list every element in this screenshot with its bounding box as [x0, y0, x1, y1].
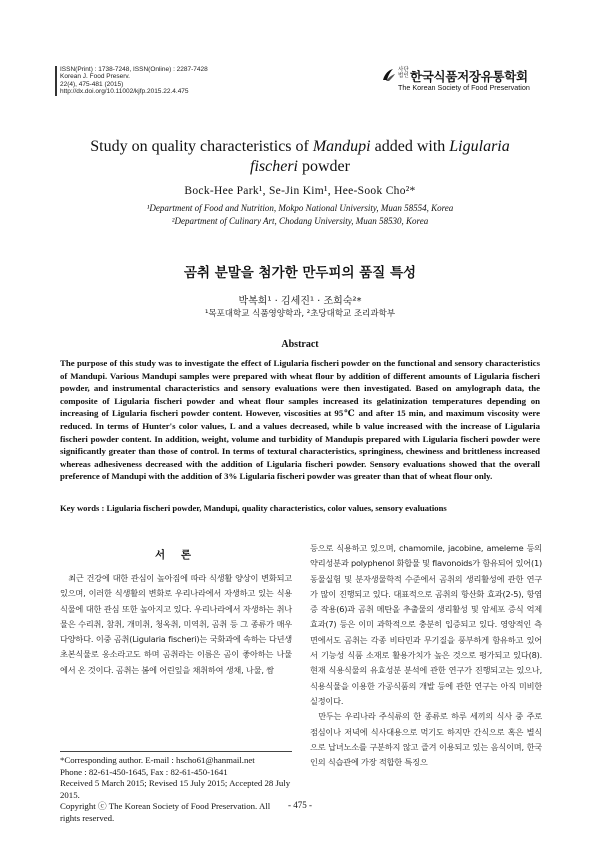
copyright: Copyright ⓒ The Korean Society of Food Preservation. All rights reserved.	[60, 801, 271, 823]
body-column-right	[310, 541, 542, 770]
affiliation-2: ²Department of Culinary Art, Chodang University, Muan 58530, Korea	[171, 215, 429, 226]
abstract-heading: Abstract	[281, 339, 319, 350]
abstract-text: The purpose of this study was to investigate the effect of Ligularia fischeri powder on the functional and sensory characteristics of Mandupi. Various Mandupi samples were prepared with wheat flour by addition of different amounts of Ligularia fischeri powder, and instrumental characteristics and sensory evaluations were then investigated. Based on amylograph data, the composite of Ligularia fischeri powder and wheat flour samples increased its gelatinization temperatures depending on increasing of Ligularia fischeri powder content. However, viscosities at 95℃ and after 15 min, and maximum viscosity were reduced. In terms of Hunter's color values, L and a values decreased, while b value increased with the increase of Ligularia fischeri powder content. In addition, weight, volume and turbidity of Mandupis prepared with Ligularia fischeri powder were significantly greater than those of control. In terms of textural characteristics, springiness, chewiness and brittleness increased whereas adhesiveness decreased with the addition of Ligularia fischeri powder. Sensory evaluations showed that the overall preference of Mandupi with the addition of 3% Ligularia fischeri powder was greater than that of wheat flour only.	[60, 358, 540, 482]
title-italic-mandupi: Mandupi	[312, 138, 371, 155]
header-bar	[55, 66, 57, 96]
title-part: powder	[298, 158, 350, 175]
affiliations-ko: ¹목포대학교 식품영양학과, ²초당대학교 조리과학부	[204, 309, 396, 319]
society-prefix: 사단 법인	[398, 67, 409, 79]
title-italic-fischeri: fischeri	[250, 158, 298, 175]
title-part: added with	[370, 138, 450, 155]
authors-ko: 박복희¹ · 김세진¹ · 조희숙²*	[238, 296, 362, 307]
paper-title-ko: 곰취 분말을 첨가한 만두피의 품질 특성	[183, 265, 417, 281]
keywords: Key words : Ligularia fischeri powder, Mandupi, quality characteristics, color values, sensory evaluations	[60, 503, 447, 513]
title-part: Study on quality characteristics of	[90, 138, 313, 155]
received-dates: Received 5 March 2015; Revised 15 July 2015; Accepted 28 July 2015.	[60, 778, 291, 800]
society-name-ko: 한국식품저장유통학회	[410, 69, 528, 84]
society-logo-icon	[380, 67, 396, 83]
body-column-left	[60, 547, 292, 678]
society-name-en: The Korean Society of Food Preservation	[398, 83, 530, 92]
title-italic-ligularia: Ligularia	[449, 138, 510, 155]
corresponding-author: *Corresponding author. E-mail : hscho61@hanmail.net	[60, 755, 255, 765]
footnote	[60, 751, 292, 825]
intro-paragraph-1-cont: 등으로 식용하고 있으며, chamomile, jacobine, ameleme 등의 약리성분과 polyphenol 화합물 및 flavonoids가 함유되어 있어(1) 동물실험 및 분자생물학적 수준에서 곰취의 생리활성에 관한 연구가 많이 진행되고 있다. 대표적으로 곰취의 항산화 효과(2-5), 항염증 작용(6)과 곰취 메탄올 추출물의 생리활성 및 암세포 증식 억제 효과(7) 등은 이미 과학적으로 충분히 입증되고 있다. 영양적인 측면에서도 곰취는 각종 비타민과 무기질을 풍부하게 함유하고 있어서 기능성 식품 소재로 활용가치가 높은 것으로 평가되고 있다(8). 현재 식용식물의 유효성분 분석에 관한 연구가 진행되고는 있으나, 식용식물을 이용한 가공식품의 개발 등에 관한 연구는 아직 미비한 실정이다.	[310, 543, 542, 706]
society-header	[380, 66, 550, 96]
intro-paragraph-2: 만두는 우리나라 주식류의 한 종류로 하루 세끼의 식사 중 주로 점심이나 저녁에 식사대용으로 먹기도 하지만 간식으로 혹은 별식으로 납녀노소를 구분하지 않고 즐겨 이용되고 있는 음식이며, 한국인의 식습관에 가장 적합한 특징으	[310, 711, 542, 768]
authors-en: Bock-Hee Park¹, Se-Jin Kim¹, Hee-Sook Cho²*	[184, 185, 416, 197]
affiliation-1: ¹Department of Food and Nutrition, Mokpo National University, Muan 58554, Korea	[146, 203, 454, 213]
page-number: - 475 -	[288, 800, 312, 810]
volume-line: 22(4), 475-481 (2015)	[60, 80, 124, 88]
paper-title-en	[60, 137, 540, 177]
affiliations-en	[60, 202, 540, 227]
section-heading-intro: 서 론	[155, 549, 197, 561]
journal-meta	[60, 66, 310, 96]
journal-name: Korean J. Food Preserv.	[60, 73, 130, 81]
issn-line: ISSN(Print) : 1738-7248, ISSN(Online) : 2287-7428	[60, 66, 208, 73]
intro-paragraph-1: 최근 건강에 대한 관심이 높아짐에 따라 식생활 양상이 변화되고 있으며, 이러한 식생활의 변화로 우리나라에서 자생하고 있는 식용식물에 대한 관심 또한 높아지고 있다. 우리나라에서 자생하는 취나물은 수리취, 참취, 개미취, 청옥취, 미역취, 곰취 등 그 종류가 매우 다양하다. 이중 곰취(Ligularia fischeri)는 국화과에 속하는 다년생 초본식물로 옹소라고도 하며 곰취라는 이름은 곰이 좋아하는 나물에서 온 것이다. 곰취는 봄에 어린잎을 채취하여 생채, 나물, 쌈	[60, 573, 292, 675]
doi-link[interactable]: http://dx.doi.org/10.11002/kjfp.2015.22.4.475	[60, 88, 189, 96]
contact-phone: Phone : 82-61-450-1645, Fax : 82-61-450-1641	[60, 766, 228, 777]
